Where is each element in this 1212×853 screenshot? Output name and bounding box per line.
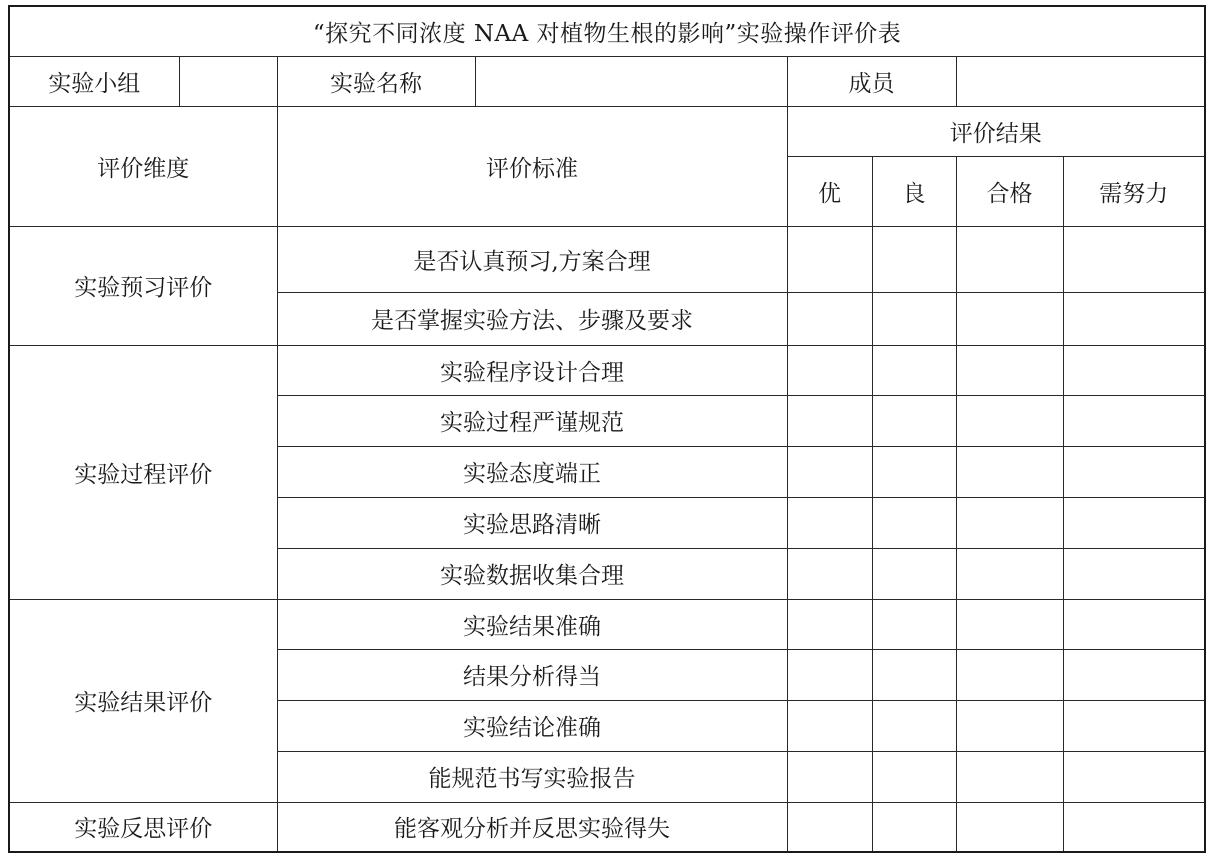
rating-cell[interactable] xyxy=(1063,649,1205,700)
rating-cell[interactable] xyxy=(956,751,1063,802)
rating-cell[interactable] xyxy=(787,700,872,751)
rating-cell[interactable] xyxy=(1063,395,1205,446)
group-label: 实验小组 xyxy=(9,56,179,106)
rating-cell[interactable] xyxy=(1063,497,1205,548)
members-label: 成员 xyxy=(787,56,956,106)
group-value-cell[interactable] xyxy=(179,56,277,106)
rating-cell[interactable] xyxy=(787,497,872,548)
evaluation-table xyxy=(8,5,1206,853)
rating-cell[interactable] xyxy=(872,292,956,345)
level-pass-header: 合格 xyxy=(956,156,1063,226)
rating-cell[interactable] xyxy=(872,599,956,649)
rating-cell[interactable] xyxy=(1063,345,1205,395)
criteria-cell: 能规范书写实验报告 xyxy=(277,751,787,802)
rating-cell[interactable] xyxy=(956,649,1063,700)
rating-cell[interactable] xyxy=(956,292,1063,345)
rating-cell[interactable] xyxy=(787,649,872,700)
rating-cell[interactable] xyxy=(956,395,1063,446)
table-title: “探究不同浓度 NAA 对植物生根的影响”实验操作评价表 xyxy=(9,6,1205,56)
rating-cell[interactable] xyxy=(872,751,956,802)
criteria-cell: 实验过程严谨规范 xyxy=(277,395,787,446)
rating-cell[interactable] xyxy=(787,751,872,802)
rating-cell[interactable] xyxy=(787,446,872,497)
rating-cell[interactable] xyxy=(956,446,1063,497)
table-row xyxy=(9,226,1205,292)
rating-cell[interactable] xyxy=(872,548,956,599)
rating-cell[interactable] xyxy=(872,226,956,292)
criteria-cell: 实验程序设计合理 xyxy=(277,345,787,395)
title-row xyxy=(9,6,1205,56)
rating-cell[interactable] xyxy=(787,226,872,292)
rating-cell[interactable] xyxy=(1063,446,1205,497)
members-value-cell[interactable] xyxy=(956,56,1205,106)
level-good-header: 良 xyxy=(872,156,956,226)
info-row xyxy=(9,56,1205,106)
rating-cell[interactable] xyxy=(956,497,1063,548)
rating-cell[interactable] xyxy=(872,497,956,548)
dimension-cell: 实验预习评价 xyxy=(9,226,277,345)
rating-cell[interactable] xyxy=(787,345,872,395)
criteria-cell: 是否掌握实验方法、步骤及要求 xyxy=(277,292,787,345)
criteria-cell: 实验结果准确 xyxy=(277,599,787,649)
rating-cell[interactable] xyxy=(872,446,956,497)
level-excellent-header: 优 xyxy=(787,156,872,226)
dimension-cell: 实验结果评价 xyxy=(9,599,277,802)
rating-cell[interactable] xyxy=(956,226,1063,292)
table-row xyxy=(9,802,1205,852)
rating-cell[interactable] xyxy=(1063,802,1205,852)
criteria-cell: 结果分析得当 xyxy=(277,649,787,700)
criteria-cell: 实验思路清晰 xyxy=(277,497,787,548)
header-row-1 xyxy=(9,106,1205,156)
rating-cell[interactable] xyxy=(787,395,872,446)
dimension-header: 评价维度 xyxy=(9,106,277,226)
rating-cell[interactable] xyxy=(787,599,872,649)
experiment-name-label: 实验名称 xyxy=(277,56,475,106)
rating-cell[interactable] xyxy=(872,802,956,852)
rating-cell[interactable] xyxy=(956,548,1063,599)
result-header: 评价结果 xyxy=(787,106,1205,156)
criteria-cell: 是否认真预习,方案合理 xyxy=(277,226,787,292)
rating-cell[interactable] xyxy=(872,395,956,446)
rating-cell[interactable] xyxy=(956,802,1063,852)
criteria-cell: 实验态度端正 xyxy=(277,446,787,497)
table-row xyxy=(9,599,1205,649)
criteria-cell: 能客观分析并反思实验得失 xyxy=(277,802,787,852)
experiment-name-value-cell[interactable] xyxy=(475,56,787,106)
rating-cell[interactable] xyxy=(1063,751,1205,802)
level-needs-effort-header: 需努力 xyxy=(1063,156,1205,226)
rating-cell[interactable] xyxy=(872,649,956,700)
rating-cell[interactable] xyxy=(872,345,956,395)
criteria-cell: 实验结论准确 xyxy=(277,700,787,751)
criteria-header: 评价标准 xyxy=(277,106,787,226)
rating-cell[interactable] xyxy=(1063,700,1205,751)
rating-cell[interactable] xyxy=(1063,599,1205,649)
rating-cell[interactable] xyxy=(787,802,872,852)
rating-cell[interactable] xyxy=(872,700,956,751)
rating-cell[interactable] xyxy=(956,599,1063,649)
rating-cell[interactable] xyxy=(787,292,872,345)
dimension-cell: 实验过程评价 xyxy=(9,345,277,599)
criteria-cell: 实验数据收集合理 xyxy=(277,548,787,599)
table-row xyxy=(9,345,1205,395)
dimension-cell: 实验反思评价 xyxy=(9,802,277,852)
rating-cell[interactable] xyxy=(1063,292,1205,345)
rating-cell[interactable] xyxy=(956,700,1063,751)
rating-cell[interactable] xyxy=(1063,548,1205,599)
rating-cell[interactable] xyxy=(1063,226,1205,292)
rating-cell[interactable] xyxy=(787,548,872,599)
rating-cell[interactable] xyxy=(956,345,1063,395)
